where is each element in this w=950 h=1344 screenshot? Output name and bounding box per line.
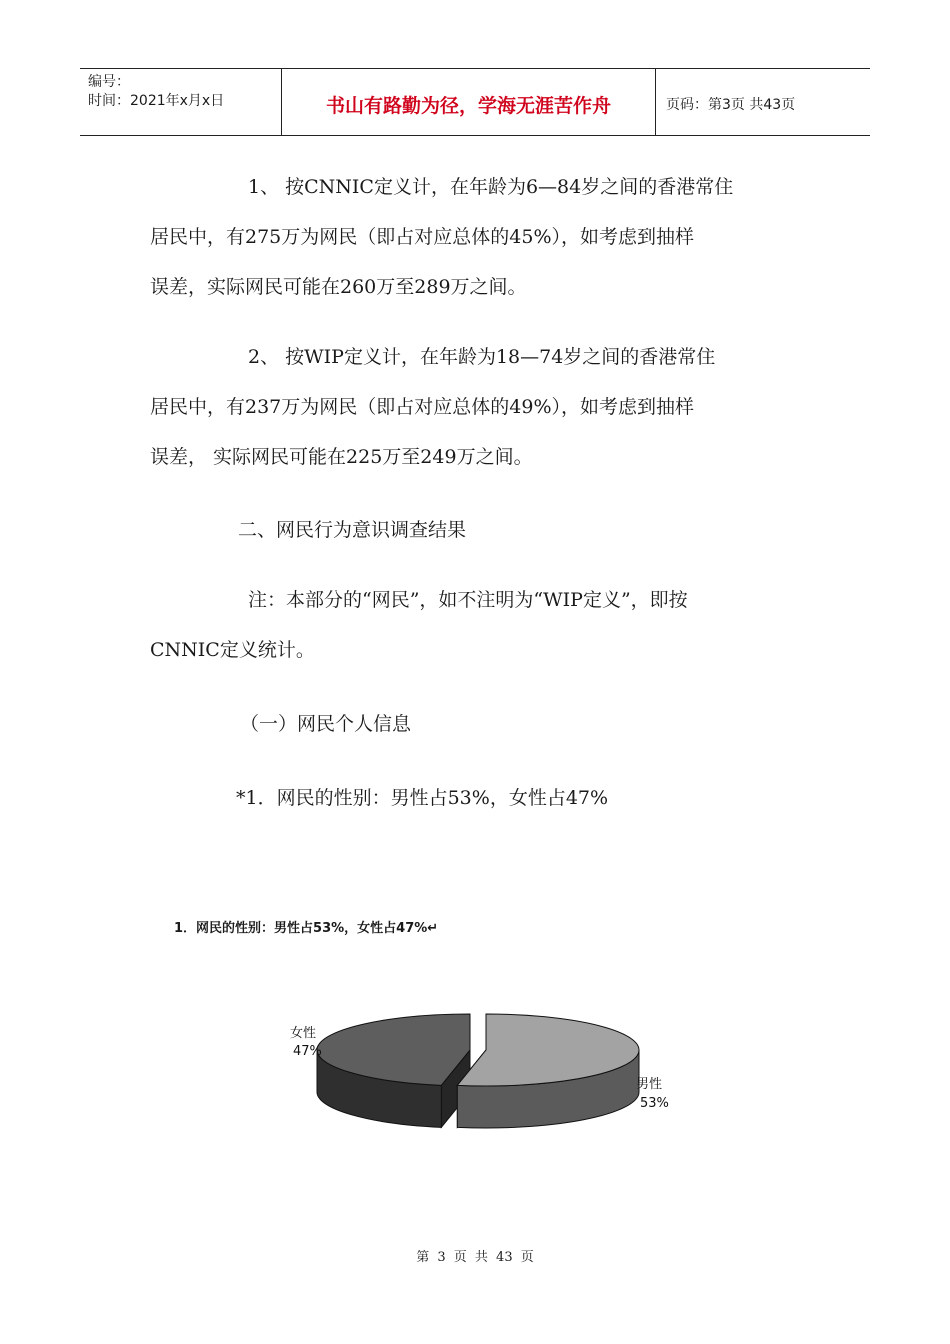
number-label: 编号：	[88, 74, 130, 90]
header-page-info: 页码：第3页 共43页	[666, 97, 796, 113]
subsection-heading: （一）网民个人信息	[240, 713, 412, 735]
note-paragraph	[150, 575, 810, 675]
header-meta	[80, 69, 282, 135]
header-motto: 书山有路勤为径，学海无涯苦作舟	[282, 69, 656, 135]
page-footer: 第 3 页 共 43 页	[416, 1250, 534, 1265]
item-2-line-2: 居民中，有237万为网民（即占对应总体的49%），如考虑到抽样	[150, 396, 694, 418]
note-line-2: CNNIC定义统计。	[150, 639, 315, 661]
pie-svg	[160, 905, 720, 1145]
item-1-line-1: 1、 按CNNIC定义计，在年龄为6—84岁之间的香港常住	[248, 176, 734, 198]
gender-pie-chart	[160, 905, 720, 1145]
item-1-line-3: 误差，实际网民可能在260万至289万之间。	[150, 276, 527, 298]
male-label: 男性	[636, 1077, 663, 1092]
chart-title: 1．网民的性别：男性占53%，女性占47%↵	[174, 921, 439, 936]
item-1-line-2: 居民中，有275万为网民（即占对应总体的45%），如考虑到抽样	[150, 226, 694, 248]
note-line-1: 注：本部分的“网民”，如不注明为“WIP定义”，即按	[248, 589, 688, 611]
item-2-line-1: 2、 按WIP定义计，在年龄为18—74岁之间的香港常住	[248, 346, 716, 368]
item-2-line-3: 误差， 实际网民可能在225万至249万之间。	[150, 446, 533, 468]
item-1-paragraph	[150, 162, 810, 312]
female-value-label: 47%	[293, 1044, 322, 1059]
section-heading: 二、网民行为意识调查结果	[238, 519, 467, 541]
male-value-label: 53%	[640, 1096, 669, 1111]
page-header	[80, 68, 870, 136]
item-2-paragraph	[150, 332, 810, 482]
time-label: 时间：2021年x月x日	[88, 93, 225, 109]
gender-line: *1．网民的性别：男性占53%，女性占47%	[236, 787, 609, 809]
female-label: 女性	[290, 1026, 317, 1041]
